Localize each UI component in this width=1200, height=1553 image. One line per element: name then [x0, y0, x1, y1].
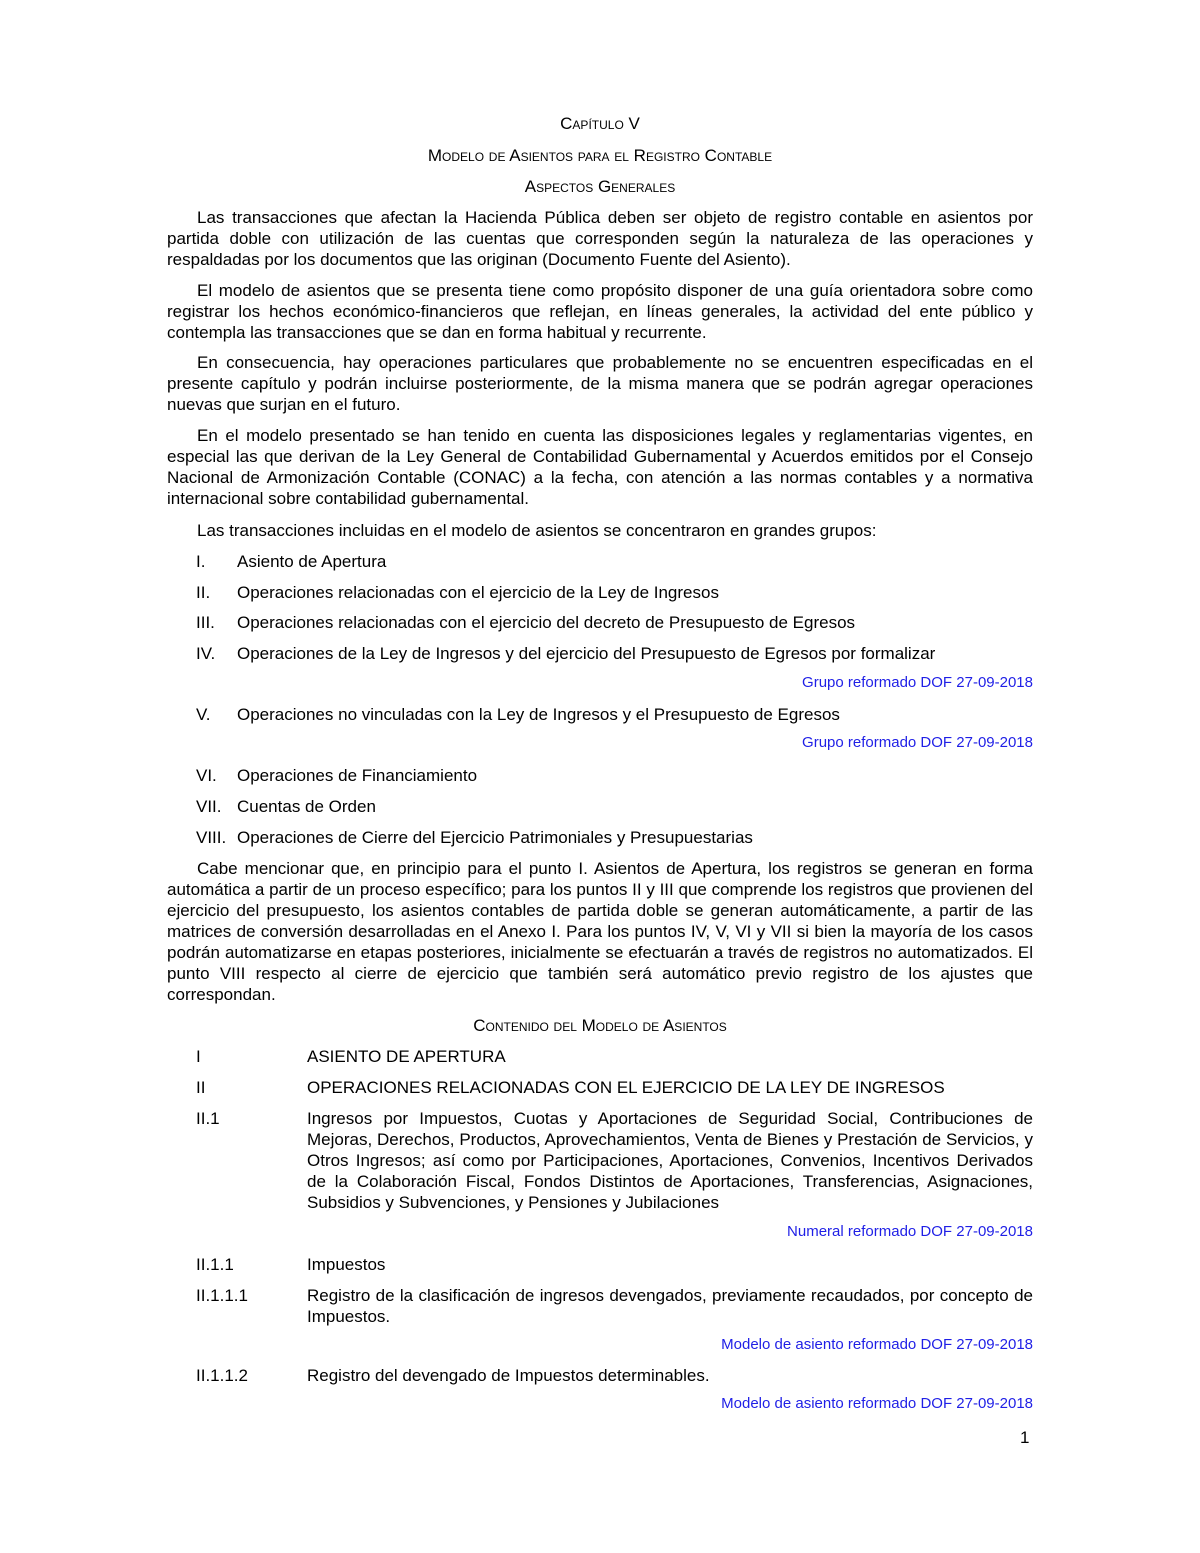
group-text: Operaciones no vinculadas con la Ley de Ingresos y el Presupuesto de Egresos: [237, 705, 840, 724]
group-text: Operaciones relacionadas con el ejercicio del decreto de Presupuesto de Egresos: [237, 613, 856, 632]
contents-text: ASIENTO DE APERTURA: [307, 1047, 506, 1066]
reform-note: Modelo de asiento reformado DOF 27-09-2018: [721, 1395, 1033, 1412]
group-number: VI.: [196, 766, 217, 785]
group-item: [196, 643, 1033, 665]
group-number: II.: [196, 583, 211, 602]
group-number: V.: [196, 705, 211, 724]
paragraph-2: El modelo de asientos que se presenta tiene como propósito disponer de una guía orientadora sobre como registrar los hechos económico-financieros que reflejan, en líneas generales, la actividad del ente público y contempla las transacciones que se dan en forma habitual y recurrente.: [167, 281, 1033, 342]
group-number: VIII.: [196, 828, 227, 847]
group-item: [196, 582, 1033, 604]
contents-text: Registro de la clasificación de ingresos devengados, previamente recaudados, por concepto de Impuestos.: [307, 1286, 1033, 1326]
contents-number: II: [196, 1078, 206, 1097]
chapter-subtitle: Modelo de Asientos para el Registro Contable: [427, 146, 773, 165]
group-item: [196, 704, 1033, 726]
group-text: Cuentas de Orden: [237, 797, 376, 816]
contents-number: II.1.1.1: [196, 1286, 248, 1305]
group-item: [196, 612, 1033, 634]
group-text: Operaciones relacionadas con el ejercicio de la Ley de Ingresos: [237, 583, 719, 602]
page-number: 1: [1020, 1428, 1030, 1447]
contents-number: II.1.1.2: [196, 1366, 248, 1385]
paragraph-1: Las transacciones que afectan la Hacienda Pública deben ser objeto de registro contable en asientos por partida doble con utilización de las cuentas que corresponden según la naturaleza de las operaciones y respaldadas por los documentos que las originan (Documento Fuente del Asiento).: [167, 208, 1033, 269]
group-text: Operaciones de la Ley de Ingresos y del ejercicio del Presupuesto de Egresos por formalizar: [237, 644, 936, 663]
closing-paragraph: Cabe mencionar que, en principio para el punto I. Asientos de Apertura, los registros se generan en forma automática a partir de un proceso específico; para los puntos II y III que comprende los registros que provienen del ejercicio del presupuesto, los asientos contables de partida doble se generan automáticamente, a partir de las matrices de conversión desarrolladas en el Anexo I. Para los puntos IV, V, VI y VII si bien la mayoría de los casos podrán automatizarse en etapas posteriores, inicialmente se efectuarán a través de registros no automatizados. El punto VIII respecto al cierre de ejercicio que también será automático previo registro de los ajustes que correspondan.: [167, 859, 1033, 1004]
reform-note: Numeral reformado DOF 27-09-2018: [787, 1223, 1033, 1240]
contents-text: Registro del devengado de Impuestos determinables.: [307, 1366, 710, 1385]
group-number: III.: [196, 613, 215, 632]
reform-note: Grupo reformado DOF 27-09-2018: [802, 734, 1033, 751]
group-number: IV.: [196, 644, 216, 663]
section-title: Aspectos Generales: [524, 177, 676, 196]
group-item: [196, 796, 1033, 818]
paragraph-3: En consecuencia, hay operaciones particulares que probablemente no se encuentren especificadas en el presente capítulo y podrán incluirse posteriormente, de la misma manera que se podrán agregar operaciones nuevas que surjan en el futuro.: [167, 353, 1033, 414]
contents-number: II.1.1: [196, 1255, 234, 1274]
group-text: Operaciones de Cierre del Ejercicio Patrimoniales y Presupuestarias: [237, 828, 753, 847]
paragraph-4: En el modelo presentado se han tenido en cuenta las disposiciones legales y reglamentarias vigentes, en especial las que derivan de la Ley General de Contabilidad Gubernamental y Acuerdos emitidos por el Consejo Nacional de Armonización Contable (CONAC) a la fecha, con atención a las normas contables y a normativa internacional sobre contabilidad gubernamental.: [167, 426, 1033, 508]
contents-number: I: [196, 1047, 201, 1066]
group-number: VII.: [196, 797, 222, 816]
paragraph-5: Las transacciones incluidas en el modelo de asientos se concentraron en grandes grupos:: [197, 521, 877, 540]
contents-text: Impuestos: [307, 1255, 386, 1274]
contents-text: OPERACIONES RELACIONADAS CON EL EJERCICIO DE LA LEY DE INGRESOS: [307, 1078, 945, 1097]
group-item: [196, 827, 1033, 849]
group-number: I.: [196, 552, 206, 571]
group-text: Operaciones de Financiamiento: [237, 766, 478, 785]
reform-note: Grupo reformado DOF 27-09-2018: [802, 674, 1033, 691]
reform-note: Modelo de asiento reformado DOF 27-09-2018: [721, 1336, 1033, 1353]
contents-text: Ingresos por Impuestos, Cuotas y Aportaciones de Seguridad Social, Contribuciones de Mejoras, Derechos, Productos, Aprovechamientos, Venta de Bienes y Prestación de Servicios, y Otros Ingresos; así como por Participaciones, Aportaciones, Convenios, Incentivos Derivados de la Colaboración Fiscal, Fondos Distintos de Aportaciones, Transferencias, Asignaciones, Subsidios y Subvenciones, y Pensiones y Jubilaciones: [307, 1109, 1033, 1212]
contents-number: II.1: [196, 1109, 220, 1128]
group-item: [196, 551, 1033, 573]
group-item: [196, 765, 1033, 787]
group-text: Asiento de Apertura: [237, 552, 387, 571]
contents-title: Contenido del Modelo de Asientos: [473, 1016, 727, 1035]
chapter-title: Capítulo V: [560, 114, 640, 133]
